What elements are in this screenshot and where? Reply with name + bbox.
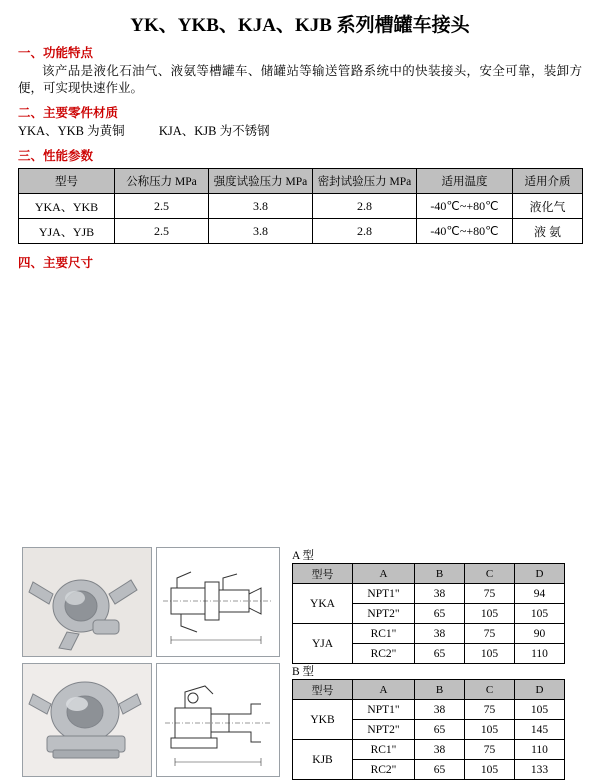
performance-table bbox=[18, 168, 583, 244]
col-header: 密封试验压力 MPa bbox=[313, 169, 417, 194]
cell: RC2" bbox=[353, 760, 415, 780]
cell: NPT2" bbox=[353, 720, 415, 740]
dimension-table-b bbox=[292, 679, 565, 780]
cell: 105 bbox=[465, 604, 515, 624]
cell-model: YJA bbox=[293, 624, 353, 664]
type-label-a: A 型 bbox=[292, 550, 315, 562]
dimension-table-a bbox=[292, 563, 565, 664]
cell: RC2" bbox=[353, 644, 415, 664]
cell: 75 bbox=[465, 700, 515, 720]
table-row bbox=[293, 740, 565, 760]
page-title: YK、YKB、KJA、KJB 系列槽罐车接头 bbox=[130, 15, 470, 36]
coupling-photo-b bbox=[22, 663, 152, 777]
cell: YJA、YJB bbox=[19, 219, 115, 244]
cell: 110 bbox=[515, 740, 565, 760]
cell: 38 bbox=[415, 740, 465, 760]
cell: 2.8 bbox=[313, 219, 417, 244]
cell: 75 bbox=[465, 624, 515, 644]
cell: 38 bbox=[415, 624, 465, 644]
cell: 液 氨 bbox=[513, 219, 583, 244]
cell: 2.5 bbox=[115, 219, 209, 244]
coupling-drawing-b bbox=[156, 663, 280, 777]
cell-model: YKB bbox=[293, 700, 353, 740]
col-header: B bbox=[415, 564, 465, 584]
cell: 38 bbox=[415, 584, 465, 604]
cell: -40℃~+80℃ bbox=[417, 194, 513, 219]
col-header: 型号 bbox=[293, 680, 353, 700]
col-header: B bbox=[415, 680, 465, 700]
col-header: 强度试验压力 MPa bbox=[209, 169, 313, 194]
type-label-b: B 型 bbox=[292, 666, 315, 678]
cell-model: YKA bbox=[293, 584, 353, 624]
col-header: 型号 bbox=[293, 564, 353, 584]
col-header: D bbox=[515, 680, 565, 700]
cell: 65 bbox=[415, 720, 465, 740]
features-body: 该产品是液化石油气、液氨等槽罐车、储罐站等输送管路系统中的快装接头，安全可靠，装卸方便，可实现快速作业。 bbox=[18, 64, 582, 95]
table-row bbox=[19, 219, 583, 244]
cell: 3.8 bbox=[209, 219, 313, 244]
material-left: YKA、YKB 为黄铜 bbox=[18, 124, 125, 138]
cell: 105 bbox=[515, 700, 565, 720]
cell: 145 bbox=[515, 720, 565, 740]
cell: 105 bbox=[515, 604, 565, 624]
cell: 2.8 bbox=[313, 194, 417, 219]
cell: 2.5 bbox=[115, 194, 209, 219]
cell: 105 bbox=[465, 720, 515, 740]
cell: 75 bbox=[465, 584, 515, 604]
table-row bbox=[19, 194, 583, 219]
section-heading-performance: 三、性能参数 bbox=[18, 149, 94, 163]
cell: 90 bbox=[515, 624, 565, 644]
cell-model: KJB bbox=[293, 740, 353, 780]
cell: 65 bbox=[415, 604, 465, 624]
material-line bbox=[18, 123, 600, 140]
coupling-photo-a bbox=[22, 547, 152, 657]
col-header: 型号 bbox=[19, 169, 115, 194]
document-page bbox=[0, 10, 600, 776]
cell: 38 bbox=[415, 700, 465, 720]
cell: 94 bbox=[515, 584, 565, 604]
col-header: A bbox=[353, 680, 415, 700]
col-header: 适用温度 bbox=[417, 169, 513, 194]
table-row bbox=[293, 584, 565, 604]
table-header-row bbox=[19, 169, 583, 194]
section-heading-dimensions: 四、主要尺寸 bbox=[18, 256, 94, 270]
cell: NPT1" bbox=[353, 700, 415, 720]
cell: 75 bbox=[465, 740, 515, 760]
col-header: A bbox=[353, 564, 415, 584]
table-row bbox=[293, 700, 565, 720]
cell: 液化气 bbox=[513, 194, 583, 219]
cell: 110 bbox=[515, 644, 565, 664]
col-header: 公称压力 MPa bbox=[115, 169, 209, 194]
cell: 65 bbox=[415, 644, 465, 664]
table-row bbox=[293, 624, 565, 644]
cell: RC1" bbox=[353, 624, 415, 644]
cell: 105 bbox=[465, 760, 515, 780]
cell: -40℃~+80℃ bbox=[417, 219, 513, 244]
col-header: D bbox=[515, 564, 565, 584]
table-header-row bbox=[293, 564, 565, 584]
coupling-drawing-a bbox=[156, 547, 280, 657]
cell: 133 bbox=[515, 760, 565, 780]
cell: 3.8 bbox=[209, 194, 313, 219]
table-header-row bbox=[293, 680, 565, 700]
col-header: 适用介质 bbox=[513, 169, 583, 194]
col-header: C bbox=[465, 680, 515, 700]
section-heading-material: 二、主要零件材质 bbox=[18, 106, 119, 120]
col-header: C bbox=[465, 564, 515, 584]
cell: NPT1" bbox=[353, 584, 415, 604]
cell: NPT2" bbox=[353, 604, 415, 624]
section-heading-features: 一、功能特点 bbox=[18, 46, 94, 60]
material-right: KJA、KJB 为不锈钢 bbox=[158, 124, 270, 138]
cell: RC1" bbox=[353, 740, 415, 760]
cell: YKA、YKB bbox=[19, 194, 115, 219]
cell: 65 bbox=[415, 760, 465, 780]
cell: 105 bbox=[465, 644, 515, 664]
